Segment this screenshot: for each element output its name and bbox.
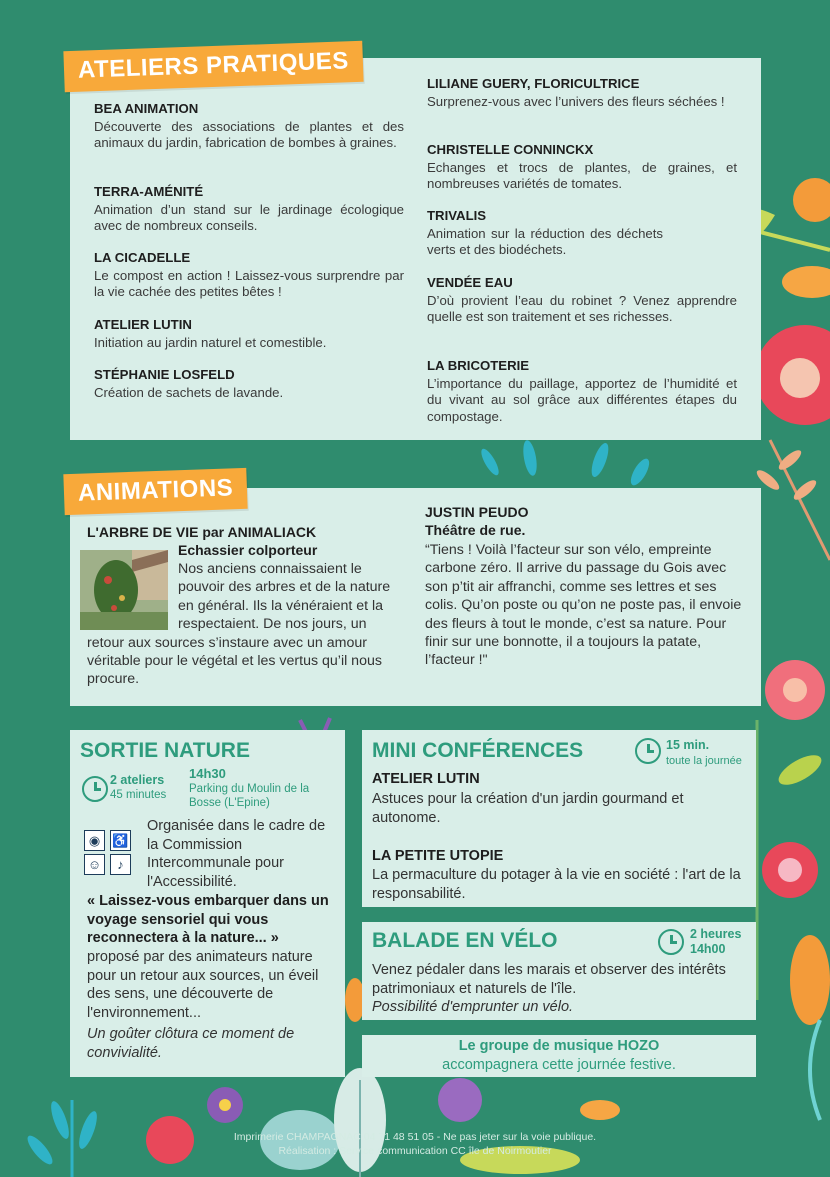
wheelchair-icon: ♿ [110,830,131,851]
sortie-duration: 45 minutes [110,789,167,801]
atelier-name: TERRA-AMÉNITÉ [94,184,204,199]
atelier-desc: Surprenez-vous avec l’univers des fleurs séchées ! [427,93,725,109]
peudo-text: “Tiens ! Voilà l’facteur sur son vélo, empreinte carbone zéro. Il arrive du passage du Gois avec son p’tit air affranchi, comme ses lettres et ses colis. Qu’on poste ou qu’on ne poste pas, il envoie des fleurs à tout le monde, c’est sa nature. Pour finir sur une bonnotte, il a toujours la patate, l’facteur !" [425,542,742,669]
atelier-entry [427,76,737,110]
atelier-desc: Echanges et trocs de plantes, de graines, et nombreuses variétés de tomates. [427,159,737,191]
atelier-desc: Découverte des associations de plantes et des animaux du jardin, fabrication de bombes à graines. [94,118,404,150]
atelier-entry [94,250,404,301]
atelier-name: LA CICADELLE [94,250,191,265]
footer-printer: Imprimerie CHAMPAGNAC 04 71 48 51 05 - Ne pas jeter sur la voie publique. [233,1131,597,1143]
atelier-name: ATELIER LUTIN [94,317,192,332]
mini-duration: 15 min. [666,738,710,752]
deaf-icon: ♪ [110,854,131,875]
balade-italic: Possibilité d'emprunter un vélo. [372,999,574,1015]
mini-item-desc: Astuces pour la création d'un jardin gourmand et autonome. [372,791,684,826]
footer-credits: Réalisation : Service communication CC île de Noirmoutier [278,1145,552,1157]
sortie-body: proposé par des animateurs nature pour un retour aux sources, un éveil des sens, une découverte de l'environnement... [87,949,319,1021]
atelier-name: VENDÉE EAU [427,275,513,290]
atelier-desc: Animation d’un stand sur le jardinage écologique avec de nombreux conseils. [94,201,404,233]
atelier-entry [94,101,404,152]
animaliack-title: L'ARBRE DE VIE par ANIMALIACK [87,524,317,540]
sortie-ateliers: 2 ateliers [110,773,165,787]
sortie-title: SORTIE NATURE [80,739,250,762]
atelier-name: STÉPHANIE LOSFELD [94,367,235,382]
animations-title: ANIMATIONS [63,468,248,515]
atelier-desc: D’où provient l’eau du robinet ? Venez apprendre quelle est son traitement et ses richesses. [427,292,737,324]
atelier-entry [427,275,737,326]
mini-item-desc: La permaculture du potager à la vie en société : l'art de la responsabilité. [372,867,741,902]
musique-line2: accompagnera cette journée festive. [442,1057,676,1073]
atelier-entry [427,142,737,193]
atelier-entry [427,358,737,425]
atelier-name: LILIANE GUERY, FLORICULTRICE [427,76,640,91]
peudo-title: JUSTIN PEUDO [425,504,529,520]
atelier-desc: L’importance du paillage, apportez de l’humidité et du vivant au sol grâce aux différentes étapes du compostage. [427,375,737,424]
atelier-entry [94,317,404,351]
ateliers-title: ATELIERS PRATIQUES [63,41,363,92]
animaliack-text-content: Nos anciens connaissaient le pouvoir des arbres et de la nature en général. Ils la vénéraient et la respectaient. De nos jours, un retour aux sources s’instaure avec un amour véritable pour le végétal et les vertus qu’il nous procure. [87,561,391,688]
atelier-desc: Le compost en action ! Laissez-vous surprendre par la vie cachée des petites bêtes ! [94,267,404,299]
balade-title: BALADE EN VÉLO [372,929,558,952]
atelier-desc: Animation sur la réduction des déchets verts et des biodéchets. [427,225,663,257]
mini-when: toute la journée [666,755,742,767]
atelier-name: LA BRICOTERIE [427,358,530,373]
animaliack-subtitle: Echassier colporteur [178,542,318,558]
atelier-name: TRIVALIS [427,208,487,223]
atelier-name: CHRISTELLE CONNINCKX [427,142,594,157]
balade-text: Venez pédaler dans les marais et observer des intérêts patrimoniaux et naturels de l'île. [372,962,726,997]
sortie-time: 14h30 [189,766,226,781]
peudo-subtitle: Théâtre de rue. [425,522,526,538]
clock-icon [658,929,684,955]
balade-duration: 2 heures [690,927,742,941]
atelier-desc: Création de sachets de lavande. [94,384,284,400]
sortie-quote: « Laissez-vous embarquer dans un voyage sensoriel qui vous reconnectera à la nature... » [87,893,329,947]
atelier-entry [94,367,404,401]
sortie-italic: Un goûter clôtura ce moment de convivialité. [87,1026,295,1061]
sortie-place: Parking du Moulin de la Bosse (L'Epine) [189,783,310,809]
animaliack-text [87,560,397,689]
atelier-desc: Initiation au jardin naturel et comestible. [94,334,327,350]
atelier-entry [427,208,663,259]
mini-item-name: LA PETITE UTOPIE [372,848,504,864]
mini-item-name: ATELIER LUTIN [372,771,480,787]
mini-title: MINI CONFÉRENCES [372,739,584,762]
musique-line1: Le groupe de musique HOZO [458,1038,660,1054]
clock-icon [82,776,108,802]
balade-time: 14h00 [690,942,726,956]
clock-icon [635,738,661,764]
sortie-organised: Organisée dans le cadre de la Commission Intercommunale pour l'Accessibilité. [147,818,326,890]
atelier-entry [94,184,404,235]
blind-icon: ◉ [84,830,105,851]
mental-icon: ☺ [84,854,105,875]
atelier-name: BEA ANIMATION [94,101,199,116]
